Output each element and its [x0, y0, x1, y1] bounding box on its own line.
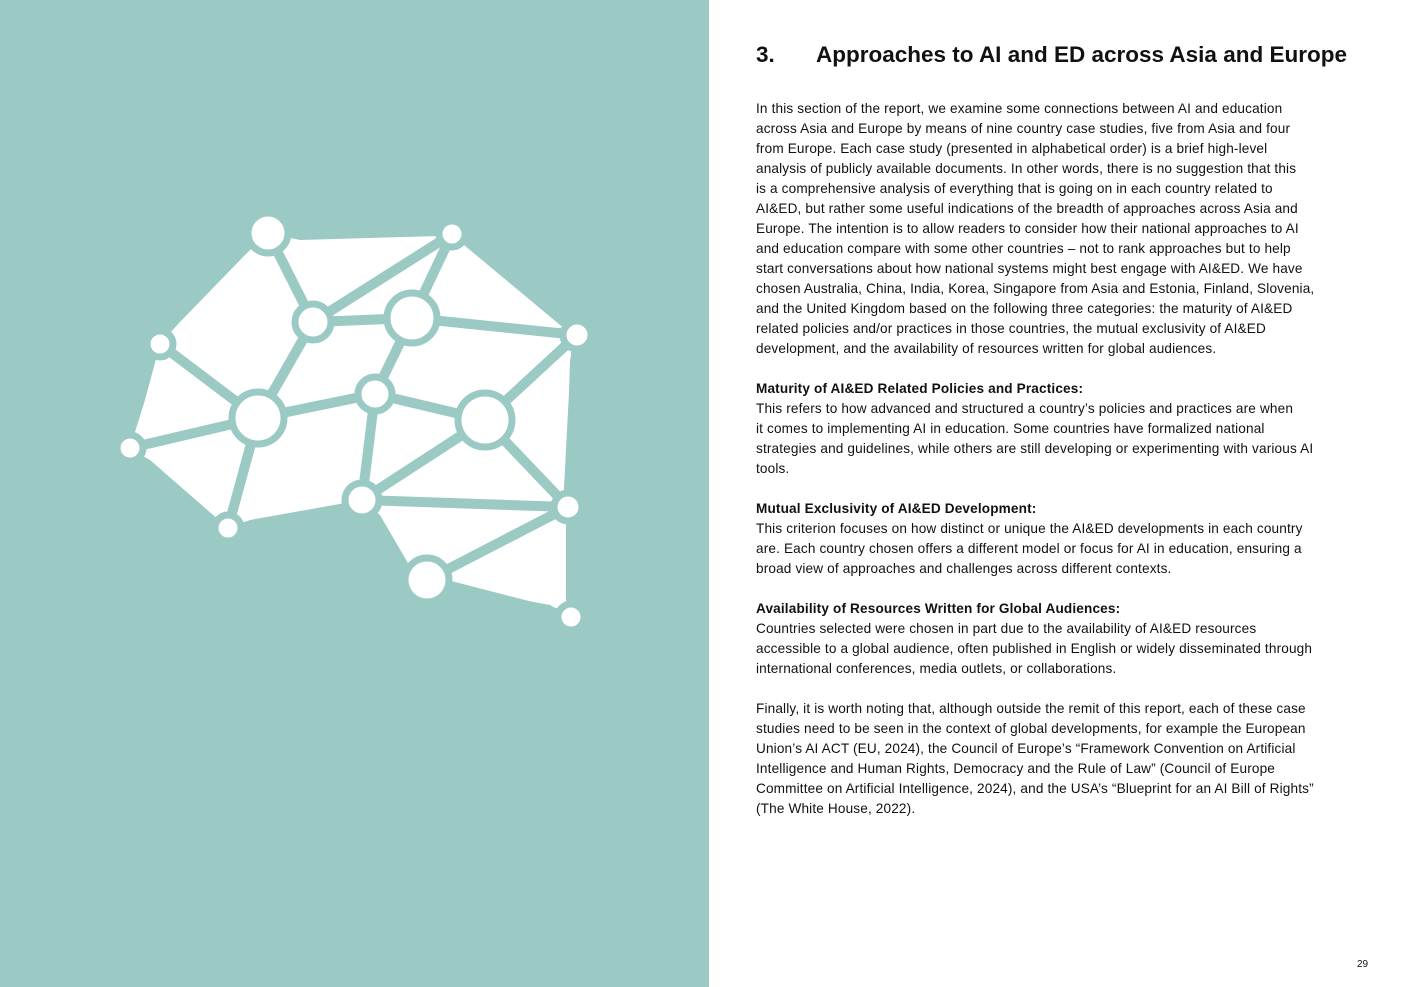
network-node: [117, 435, 143, 461]
text-line: are. Each country chosen offers a different model or focus for AI in education, ensuring a: [756, 541, 1302, 556]
text-line: start conversations about how national systems might best engage with AI&ED. We have: [756, 261, 1303, 276]
section-number: 3.: [756, 42, 775, 67]
text-line: development, and the availability of resources written for global audiences.: [756, 341, 1217, 356]
text-line: accessible to a global audience, often published in English or widely disseminated through: [756, 641, 1313, 656]
network-node: [248, 213, 288, 253]
text-line: Intelligence and Human Rights, Democracy and the Rule of Law” (Council of Europe: [756, 761, 1276, 776]
text-line: strategies and guidelines, while others are still developing or experimenting with various AI: [756, 441, 1314, 456]
paragraph-heading: Availability of Resources Written for Global Audiences:: [756, 601, 1121, 616]
section-title: Approaches to AI and ED across Asia and Europe: [816, 42, 1347, 67]
network-node: [563, 321, 591, 349]
text-line: This criterion focuses on how distinct or unique the AI&ED developments in each country: [756, 521, 1303, 536]
text-line: across Asia and Europe by means of nine country case studies, five from Asia and four: [756, 121, 1291, 136]
network-node: [232, 392, 284, 444]
text-line: related policies and/or practices in those countries, the mutual exclusivity of AI&ED: [756, 321, 1266, 336]
text-line: In this section of the report, we examine some connections between AI and education: [756, 101, 1283, 116]
paragraph: [756, 99, 1396, 359]
paragraph: [756, 379, 1396, 479]
text-line: (The White House, 2022).: [756, 801, 916, 816]
network-node: [345, 483, 379, 517]
network-node: [147, 331, 173, 357]
text-line: it comes to implementing AI in education. Some countries have formalized national: [756, 421, 1265, 436]
network-node: [358, 377, 392, 411]
text-line: chosen Australia, China, India, Korea, Singapore from Asia and Estonia, Finland, Slovenia,: [756, 281, 1315, 296]
text-line: Europe. The intention is to allow readers to consider how their national approaches to AI: [756, 221, 1299, 236]
network-edge: [362, 500, 568, 507]
text-line: Finally, it is worth noting that, although outside the remit of this report, each of these case: [756, 701, 1306, 716]
paragraph: [756, 499, 1396, 579]
text-line: studies need to be seen in the context of global developments, for example the European: [756, 721, 1306, 736]
text-line: is a comprehensive analysis of everything that is going on in each country related to: [756, 181, 1273, 196]
text-line: and the United Kingdom based on the following three categories: the maturity of AI&ED: [756, 301, 1293, 316]
body-text: [756, 99, 1396, 839]
network-node: [458, 393, 512, 447]
text-line: AI&ED, but rather some useful indications of the breadth of approaches across Asia and: [756, 201, 1298, 216]
text-line: Committee on Artificial Intelligence, 2024), and the USA’s “Blueprint for an AI Bill of Rights”: [756, 781, 1314, 796]
network-node: [295, 304, 331, 340]
text-line: international conferences, media outlets, or collaborations.: [756, 661, 1117, 676]
network-node: [387, 293, 437, 343]
paragraph-heading: Mutual Exclusivity of AI&ED Development:: [756, 501, 1037, 516]
paragraph-heading: Maturity of AI&ED Related Policies and Practices:: [756, 381, 1084, 396]
section-heading: [756, 42, 1347, 68]
text-line: from Europe. Each case study (presented in alphabetical order) is a brief high-level: [756, 141, 1268, 156]
network-node: [439, 221, 465, 247]
text-line: and education compare with some other countries – not to rank approaches but to help: [756, 241, 1291, 256]
paragraph: [756, 599, 1396, 679]
text-line: tools.: [756, 461, 790, 476]
network-node: [405, 558, 449, 602]
text-line: This refers to how advanced and structured a country’s policies and practices are when: [756, 401, 1294, 416]
network-node: [215, 515, 241, 541]
text-line: Countries selected were chosen in part due to the availability of AI&ED resources: [756, 621, 1257, 636]
page-number: 29: [1357, 959, 1369, 970]
network-node: [558, 604, 584, 630]
text-line: Union’s AI ACT (EU, 2024), the Council of Europe’s “Framework Convention on Artificial: [756, 741, 1296, 756]
network-node: [554, 493, 582, 521]
text-line: broad view of approaches and challenges across different contexts.: [756, 561, 1172, 576]
paragraph: [756, 699, 1396, 819]
text-line: analysis of publicly available documents. In other words, there is no suggestion that this: [756, 161, 1297, 176]
